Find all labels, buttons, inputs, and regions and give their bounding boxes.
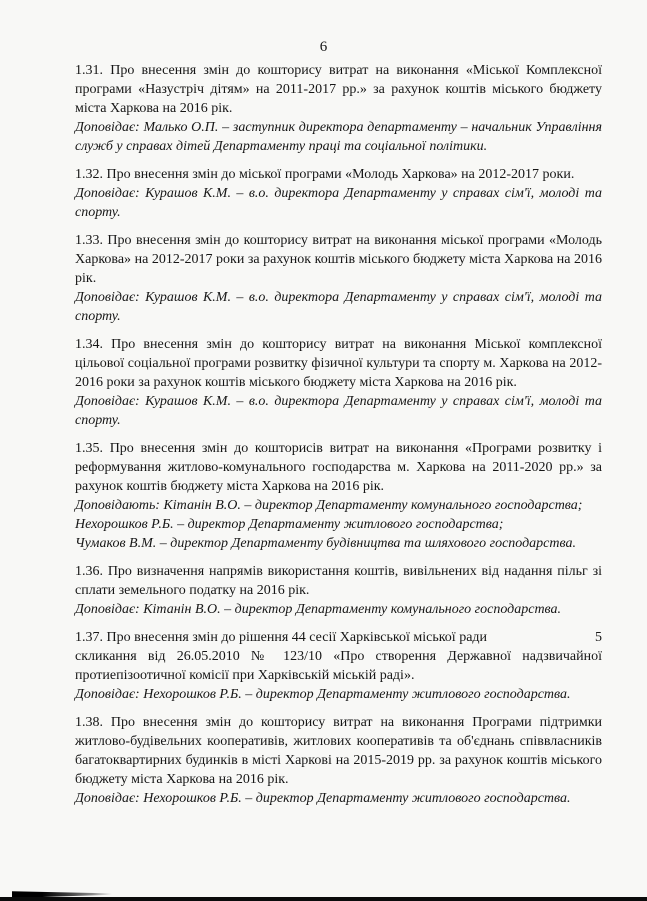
speaker-line [75, 288, 602, 326]
speaker-name: Чумаков В.М. – директор Департаменту будівництва та шляхового господарства. [75, 536, 576, 551]
item-number: 1.35. [75, 441, 103, 456]
speaker-label: Доповідає: [75, 602, 140, 617]
item-text [75, 335, 602, 392]
speaker-label: Доповідає: [75, 120, 140, 135]
agenda-item-1-34 [75, 335, 602, 430]
agenda-item-1-31 [75, 61, 602, 156]
speaker-label: Доповідає: [75, 791, 140, 806]
item-number: 1.36. [75, 564, 103, 579]
speaker-name: Курашов К.М. – в.о. директора Департаменту у справах сім'ї, молоді та спорту. [75, 186, 602, 220]
speaker-name: Малько О.П. – заступник директора департаменту – начальник Управління служб у справах дітей Департаменту праці та соціальної політики. [75, 120, 603, 154]
item-number: 1.32. [75, 167, 103, 182]
item-text [75, 61, 602, 118]
item-title: Про визначення напрямів використання коштів, вивільнених від надання пільг зі сплати земельного податку на 2016 рік. [75, 564, 602, 598]
item-title: Про внесення змін до кошторису витрат на виконання міської програми «Молодь Харкова» на 2012-2017 роки за рахунок коштів міського бюджету міста Харкова на 2016 рік. [75, 233, 602, 286]
item-number: 1.37. [75, 630, 103, 645]
page-number: 6 [319, 39, 328, 55]
speaker-label: Доповідає: [75, 290, 140, 305]
speaker-label: Доповідає: [75, 687, 140, 702]
item-title: Про внесення змін до кошторису витрат на виконання «Міської Комплексної програми «Назустріч дітям» на 2011-2017 рр.» за рахунок коштів міського бюджету міста Харкова на 2016 рік. [75, 63, 603, 116]
speaker-label: Доповідають: [75, 498, 160, 513]
speaker-line [75, 600, 602, 619]
item-number: 1.31. [75, 63, 103, 78]
speaker-line [75, 515, 602, 534]
agenda-item-1-36 [75, 562, 602, 619]
item-title: Про внесення змін до кошторисів витрат на виконання «Програми розвитку і реформування житлово-комунального господарства м. Харкова на 2011-2020 рр.» за рахунок коштів бюджету міста Харкова на 2016 рік. [75, 441, 603, 494]
agenda-item-1-33 [75, 231, 602, 326]
speaker-name: Нехорошков Р.Б. – директор Департаменту житлового господарства. [143, 791, 571, 806]
speaker-name: Кітанін В.О. – директор Департаменту комунального господарства. [143, 602, 562, 617]
speaker-line [75, 685, 602, 704]
speaker-label: Доповідає: [75, 394, 140, 409]
convocation-number: 5 [595, 630, 602, 645]
agenda-item-1-32 [75, 165, 602, 222]
item-title: Про внесення змін до міської програми «Молодь Харкова» на 2012-2017 роки. [106, 167, 575, 182]
item-title: Про внесення змін до кошторису витрат на виконання Міської комплексної цільової соціальної програми розвитку фізичної культури та спорту м. Харкова на 2012-2016 роки за рахунок коштів міського бюджету міста Харкова на 2016 рік. [75, 337, 603, 390]
item-text [75, 562, 602, 600]
item-text [75, 713, 602, 789]
speaker-name: Курашов К.М. – в.о. директора Департаменту у справах сім'ї, молоді та спорту. [75, 290, 602, 324]
speaker-name: Курашов К.М. – в.о. директора Департаменту у справах сім'ї, молоді та спорту. [75, 394, 602, 428]
item-number: 1.38. [75, 715, 103, 730]
item-number: 1.33. [75, 233, 103, 248]
speaker-line [75, 789, 602, 808]
speaker-line [75, 118, 602, 156]
agenda-item-1-35 [75, 439, 602, 553]
speaker-name: Нехорошков Р.Б. – директор Департаменту житлового господарства; [75, 517, 504, 532]
speaker-line [75, 392, 602, 430]
speaker-name: Нехорошков Р.Б. – директор Департаменту житлового господарства. [143, 687, 571, 702]
item-title-start: 1.37. Про внесення змін до рішення 44 сесії Харківської міської ради [75, 630, 488, 645]
speaker-line [75, 534, 602, 553]
scan-edge-bar [0, 897, 647, 901]
speaker-label: Доповідає: [75, 186, 140, 201]
item-number: 1.34. [75, 337, 103, 352]
item-title: Про внесення змін до кошторису витрат на виконання Програми підтримки житлово-будівельних кооперативів, житлових кооперативів та об'єднань співвласників багатоквартирних будинків в місті Харкові на 2015-2019 рр. за рахунок коштів міського бюджету міста Харкова на 2016 рік. [75, 715, 603, 787]
item-text-first-line [75, 628, 602, 647]
item-text [75, 439, 602, 496]
speaker-line [75, 184, 602, 222]
agenda-item-1-37 [75, 628, 602, 704]
agenda-item-1-38 [75, 713, 602, 808]
speaker-name: Кітанін В.О. – директор Департаменту комунального господарства; [163, 498, 583, 513]
item-text [75, 165, 602, 184]
item-text [75, 231, 602, 288]
speaker-line [75, 496, 602, 515]
item-text-continuation: скликання від 26.05.2010 № 123/10 «Про створення Державної надзвичайної протиепізоотичної комісії при Харківській міській раді». [75, 649, 602, 683]
agenda-list [75, 61, 602, 817]
